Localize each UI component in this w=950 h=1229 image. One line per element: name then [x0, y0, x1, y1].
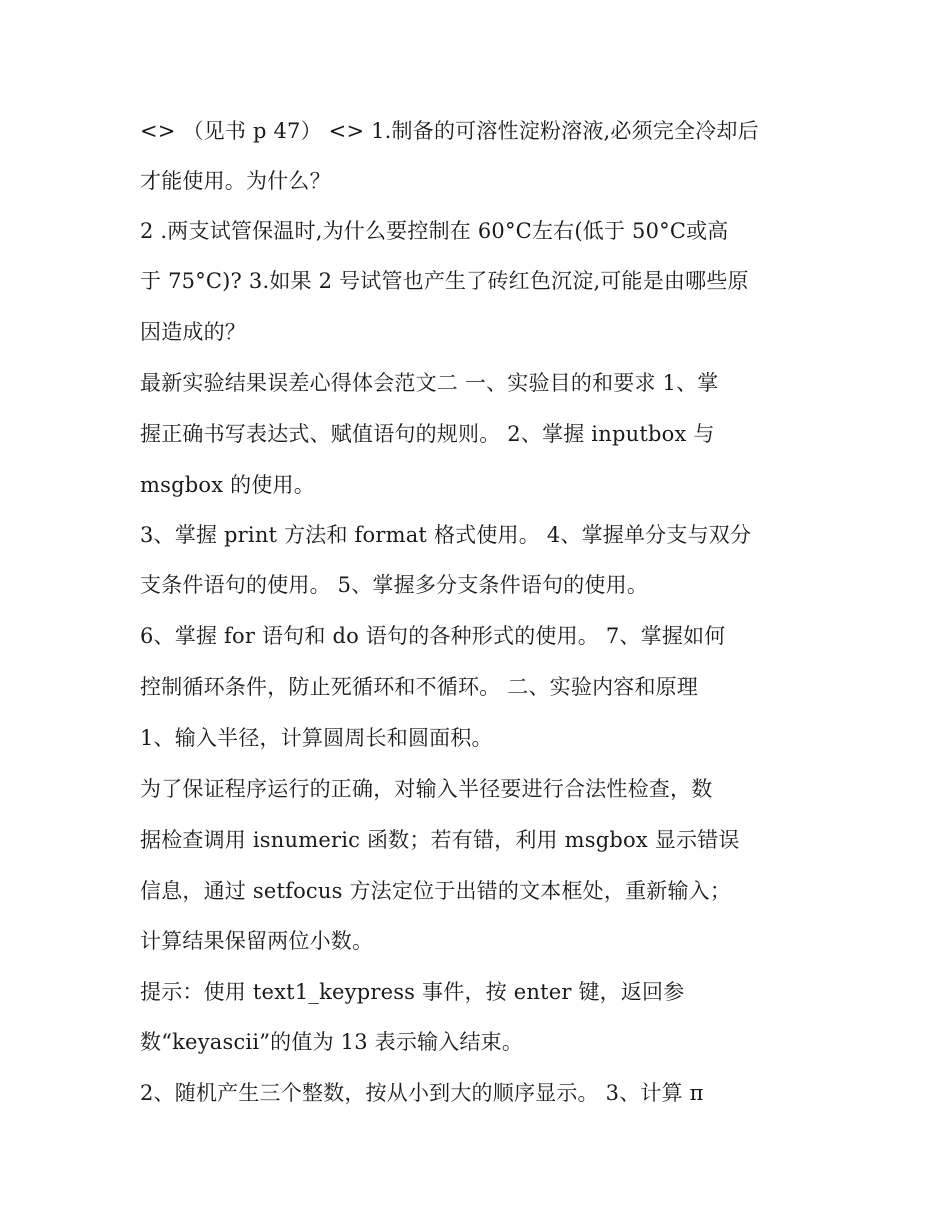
text-line-7: 握正确书写表达式、赋值语句的规则。 2、掌握 inputbox 与 — [140, 422, 715, 446]
text-line-9: 3、掌握 print 方法和 format 格式使用。 4、掌握单分支与双分 — [140, 523, 752, 547]
text-line-17: 计算结果保留两位小数。 — [140, 929, 374, 953]
text-line-12: 控制循环条件，防止死循环和不循环。 二、实验内容和原理 — [140, 675, 699, 699]
text-line-6: 最新实验结果误差心得体会范文二 一、实验目的和要求 1、掌 — [140, 371, 719, 395]
text-line-11: 6、掌握 for 语句和 do 语句的各种形式的使用。 7、掌握如何 — [140, 624, 726, 648]
text-line-16: 信息，通过 setfocus 方法定位于出错的文本框处，重新输入； — [140, 879, 732, 903]
text-line-14: 为了保证程序运行的正确，对输入半径要进行合法性检查，数 — [140, 777, 713, 801]
text-line-18: 提示：使用 text1_keypress 事件，按 enter 键，返回参 — [140, 980, 685, 1004]
text-line-10: 支条件语句的使用。 5、掌握多分支条件语句的使用。 — [140, 573, 649, 597]
text-line-4: 于 75°C)? 3.如果 2 号试管也产生了砖红色沉淀,可能是由哪些原 — [140, 269, 749, 293]
text-line-2: 才能使用。为什么？ — [140, 169, 331, 193]
text-line-13: 1、输入半径，计算圆周长和圆面积。 — [140, 726, 493, 750]
text-line-8: msgbox 的使用。 — [140, 473, 315, 497]
text-line-1: <> （见书 p 47） <> 1.制备的可溶性淀粉溶液,必须完全冷却后 — [140, 119, 759, 143]
text-line-20: 2、随机产生三个整数，按从小到大的顺序显示。 3、计算 π — [140, 1081, 704, 1105]
text-line-5: 因造成的？ — [140, 320, 246, 344]
text-line-15: 据检查调用 isnumeric 函数；若有错，利用 msgbox 显示错误 — [140, 828, 740, 852]
text-line-19: 数“keyascii”的值为 13 表示输入结束。 — [140, 1030, 524, 1054]
text-line-3: 2 .两支试管保温时,为什么要控制在 60°C左右(低于 50°C或高 — [140, 219, 729, 243]
